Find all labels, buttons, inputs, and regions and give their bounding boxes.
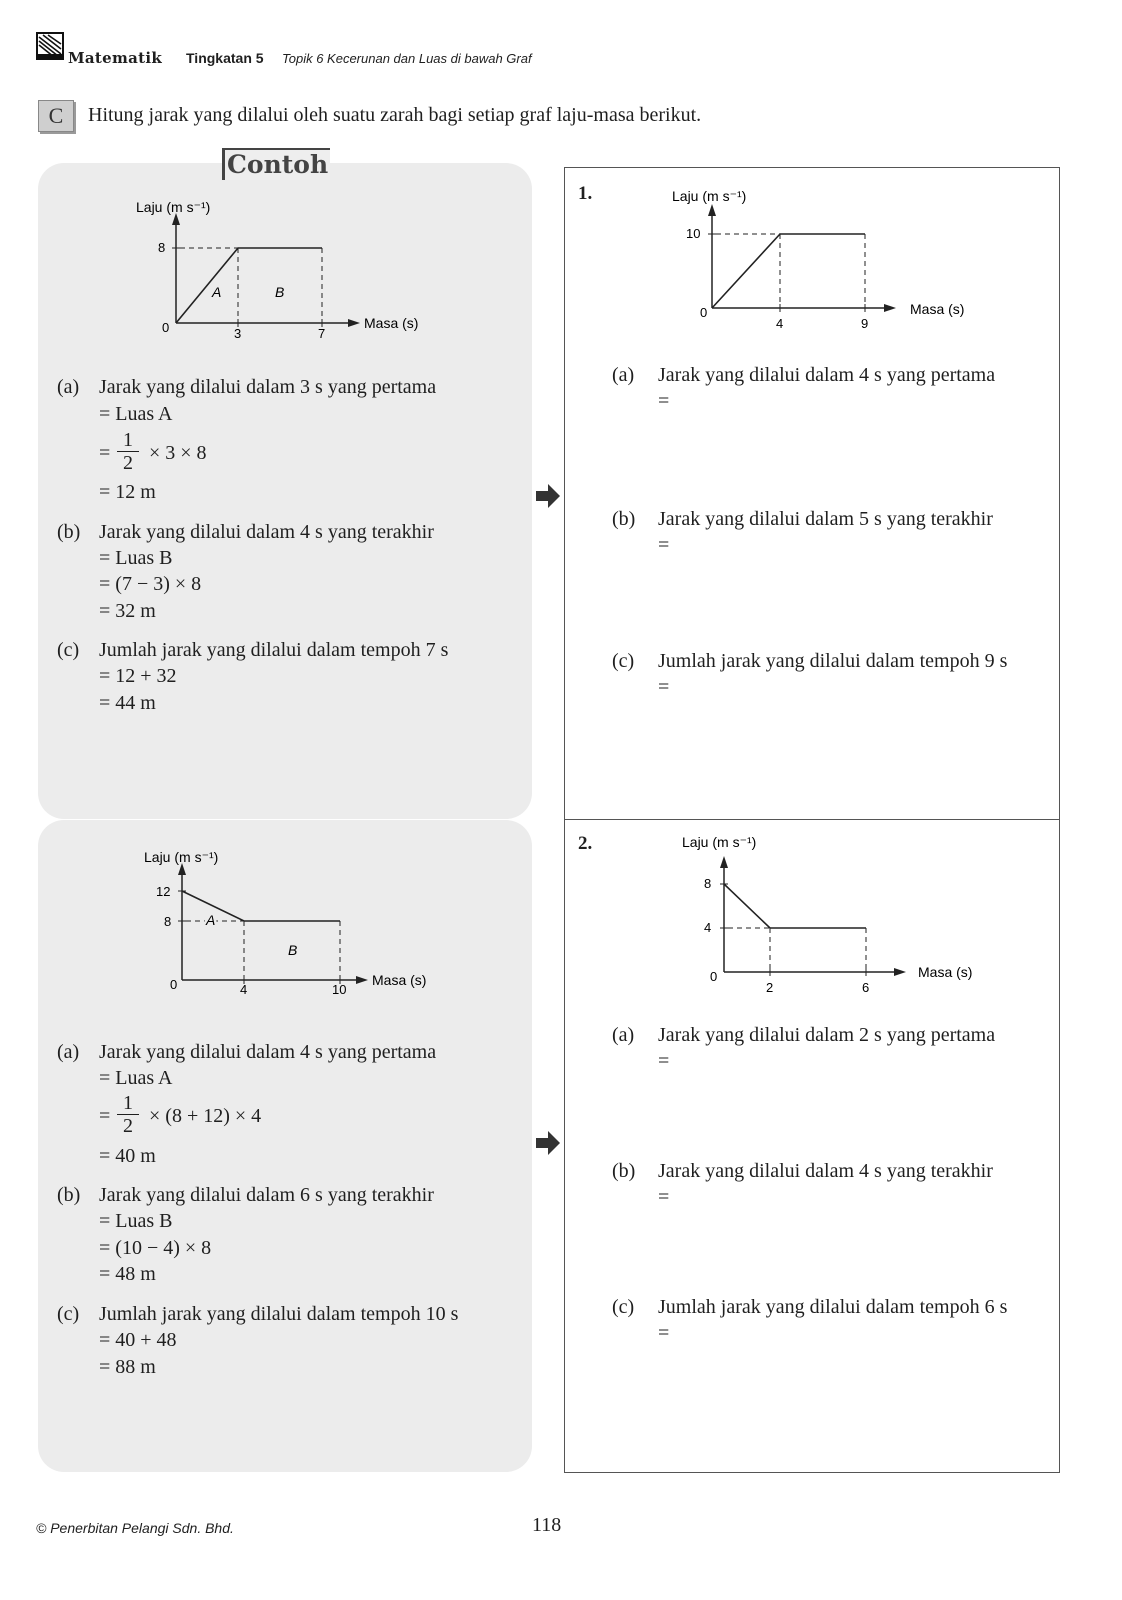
y-tick-label: 8: [704, 876, 712, 891]
x-tick-label: 3: [234, 326, 242, 341]
example1-b-answer: = 32 m: [99, 600, 156, 622]
page-number: 118: [532, 1514, 562, 1536]
y-axis-arrow-icon: [708, 204, 716, 216]
question1-b: (b) Jarak yang dilalui dalam 5 s yang terakhir: [612, 508, 993, 530]
x-axis-arrow-icon: [348, 319, 360, 327]
example2-a-step2: × (8 + 12) × 4: [149, 1105, 262, 1127]
example2-a-fraction: $\frac{1}{2}$: [117, 1092, 139, 1137]
x-tick-label: 2: [766, 980, 774, 995]
region-b-label: B: [288, 942, 298, 958]
example1-a-answer: = 12 m: [99, 481, 156, 503]
x-tick-label: 9: [861, 316, 869, 331]
y-axis-label: Laju (m s⁻¹): [672, 188, 747, 204]
question2-graph: [640, 830, 980, 1000]
example1-b-step2: = (7 − 3) × 8: [99, 573, 202, 595]
question1-graph: [640, 178, 980, 338]
x-tick-label: 4: [776, 316, 784, 331]
section-badge: C: [38, 100, 74, 132]
x-tick-label: 4: [240, 982, 248, 997]
x-tick-label: 10: [332, 982, 347, 997]
example1-a-fraction: $\frac{1}{2}$: [117, 429, 139, 474]
example2-a-eq: =: [99, 1105, 111, 1127]
speed-line: [724, 884, 866, 928]
example2-b-question: (b) Jarak yang dilalui dalam 6 s yang terakhir: [57, 1184, 434, 1206]
example1-c-answer: = 44 m: [99, 692, 156, 714]
example1-c-step1: = 12 + 32: [99, 665, 177, 687]
question1-a-answer-field[interactable]: =: [658, 390, 670, 412]
question2-a-answer-field[interactable]: =: [658, 1050, 670, 1072]
example1-a-step1: = Luas A: [99, 403, 173, 425]
pointer-arrow-icon: [536, 484, 562, 508]
pelangi-logo-icon: [36, 32, 64, 60]
example2-a-question: (a) Jarak yang dilalui dalam 4 s yang pertama: [57, 1041, 437, 1063]
example1-b-step1: = Luas B: [99, 547, 173, 569]
y-tick-label: 4: [704, 920, 712, 935]
question2-a: (a) Jarak yang dilalui dalam 2 s yang pertama: [612, 1024, 996, 1046]
origin-label: 0: [170, 977, 178, 992]
question2-c-answer-field[interactable]: =: [658, 1322, 670, 1344]
example2-a-answer: = 40 m: [99, 1145, 156, 1167]
y-tick-label: 10: [686, 226, 701, 241]
example1-a-step2: × 3 × 8: [149, 442, 207, 464]
example2-b-step1: = Luas B: [99, 1210, 173, 1232]
example1-graph: [120, 195, 440, 355]
example2-b-step2: = (10 − 4) × 8: [99, 1237, 212, 1259]
x-axis-arrow-icon: [884, 304, 896, 312]
x-tick-label: 6: [862, 980, 870, 995]
x-tick-label: 7: [318, 326, 326, 341]
example2-c-question: (c) Jumlah jarak yang dilalui dalam tempoh 10 s: [57, 1303, 459, 1325]
y-axis-label: Laju (m s⁻¹): [144, 849, 219, 865]
section-instruction: Hitung jarak yang dilalui oleh suatu zarah bagi setiap graf laju-masa berikut.: [88, 104, 702, 126]
origin-label: 0: [162, 320, 170, 335]
example1-b-question: (b) Jarak yang dilalui dalam 4 s yang terakhir: [57, 521, 434, 543]
example1-a-eq: =: [99, 442, 111, 464]
y-axis-label: Laju (m s⁻¹): [682, 834, 757, 850]
x-axis-arrow-icon: [356, 976, 368, 984]
region-a-label: A: [212, 284, 222, 300]
y-tick-label: 8: [158, 240, 166, 255]
speed-line: [176, 248, 322, 323]
question1-c: (c) Jumlah jarak yang dilalui dalam tempoh 9 s: [612, 650, 1008, 672]
topic-label: Topik 6 Kecerunan dan Luas di bawah Graf: [282, 51, 532, 66]
level-label: Tingkatan 5: [186, 50, 264, 66]
x-axis-label: Masa (s): [910, 301, 965, 317]
example2-c-answer: = 88 m: [99, 1356, 156, 1378]
question1-a: (a) Jarak yang dilalui dalam 4 s yang pertama: [612, 364, 996, 386]
question2-b: (b) Jarak yang dilalui dalam 4 s yang terakhir: [612, 1160, 993, 1182]
question2-c: (c) Jumlah jarak yang dilalui dalam tempoh 6 s: [612, 1296, 1008, 1318]
question1-number: 1.: [578, 183, 593, 204]
example2-b-answer: = 48 m: [99, 1263, 156, 1285]
origin-label: 0: [710, 969, 718, 984]
x-axis-label: Masa (s): [918, 964, 973, 980]
y-tick-label: 12: [156, 884, 171, 899]
question1-c-answer-field[interactable]: =: [658, 676, 670, 698]
question2-b-answer-field[interactable]: =: [658, 1186, 670, 1208]
example1-c-question: (c) Jumlah jarak yang dilalui dalam tempoh 7 s: [57, 639, 449, 661]
subject-title: Matematik: [68, 49, 163, 67]
example-title: Contoh: [222, 148, 330, 180]
y-axis-label: Laju (m s⁻¹): [136, 199, 211, 215]
y-axis-arrow-icon: [720, 856, 728, 868]
question1-b-answer-field[interactable]: =: [658, 534, 670, 556]
x-axis-label: Masa (s): [372, 972, 427, 988]
publisher-credit: © Penerbitan Pelangi Sdn. Bhd.: [36, 1520, 234, 1536]
example2-a-step1: = Luas A: [99, 1067, 173, 1089]
x-axis-label: Masa (s): [364, 315, 419, 331]
question2-number: 2.: [578, 833, 593, 854]
pointer-arrow-icon: [536, 1131, 562, 1155]
origin-label: 0: [700, 305, 708, 320]
example1-a-question: (a) Jarak yang dilalui dalam 3 s yang pertama: [57, 376, 437, 398]
y-tick-label: 8: [164, 914, 172, 929]
region-a-label: A: [206, 912, 216, 928]
x-axis-arrow-icon: [894, 968, 906, 976]
example2-c-step1: = 40 + 48: [99, 1329, 177, 1351]
speed-line: [712, 234, 865, 308]
page-header: [36, 32, 736, 72]
example2-graph: [120, 845, 450, 1005]
region-b-label: B: [275, 284, 285, 300]
